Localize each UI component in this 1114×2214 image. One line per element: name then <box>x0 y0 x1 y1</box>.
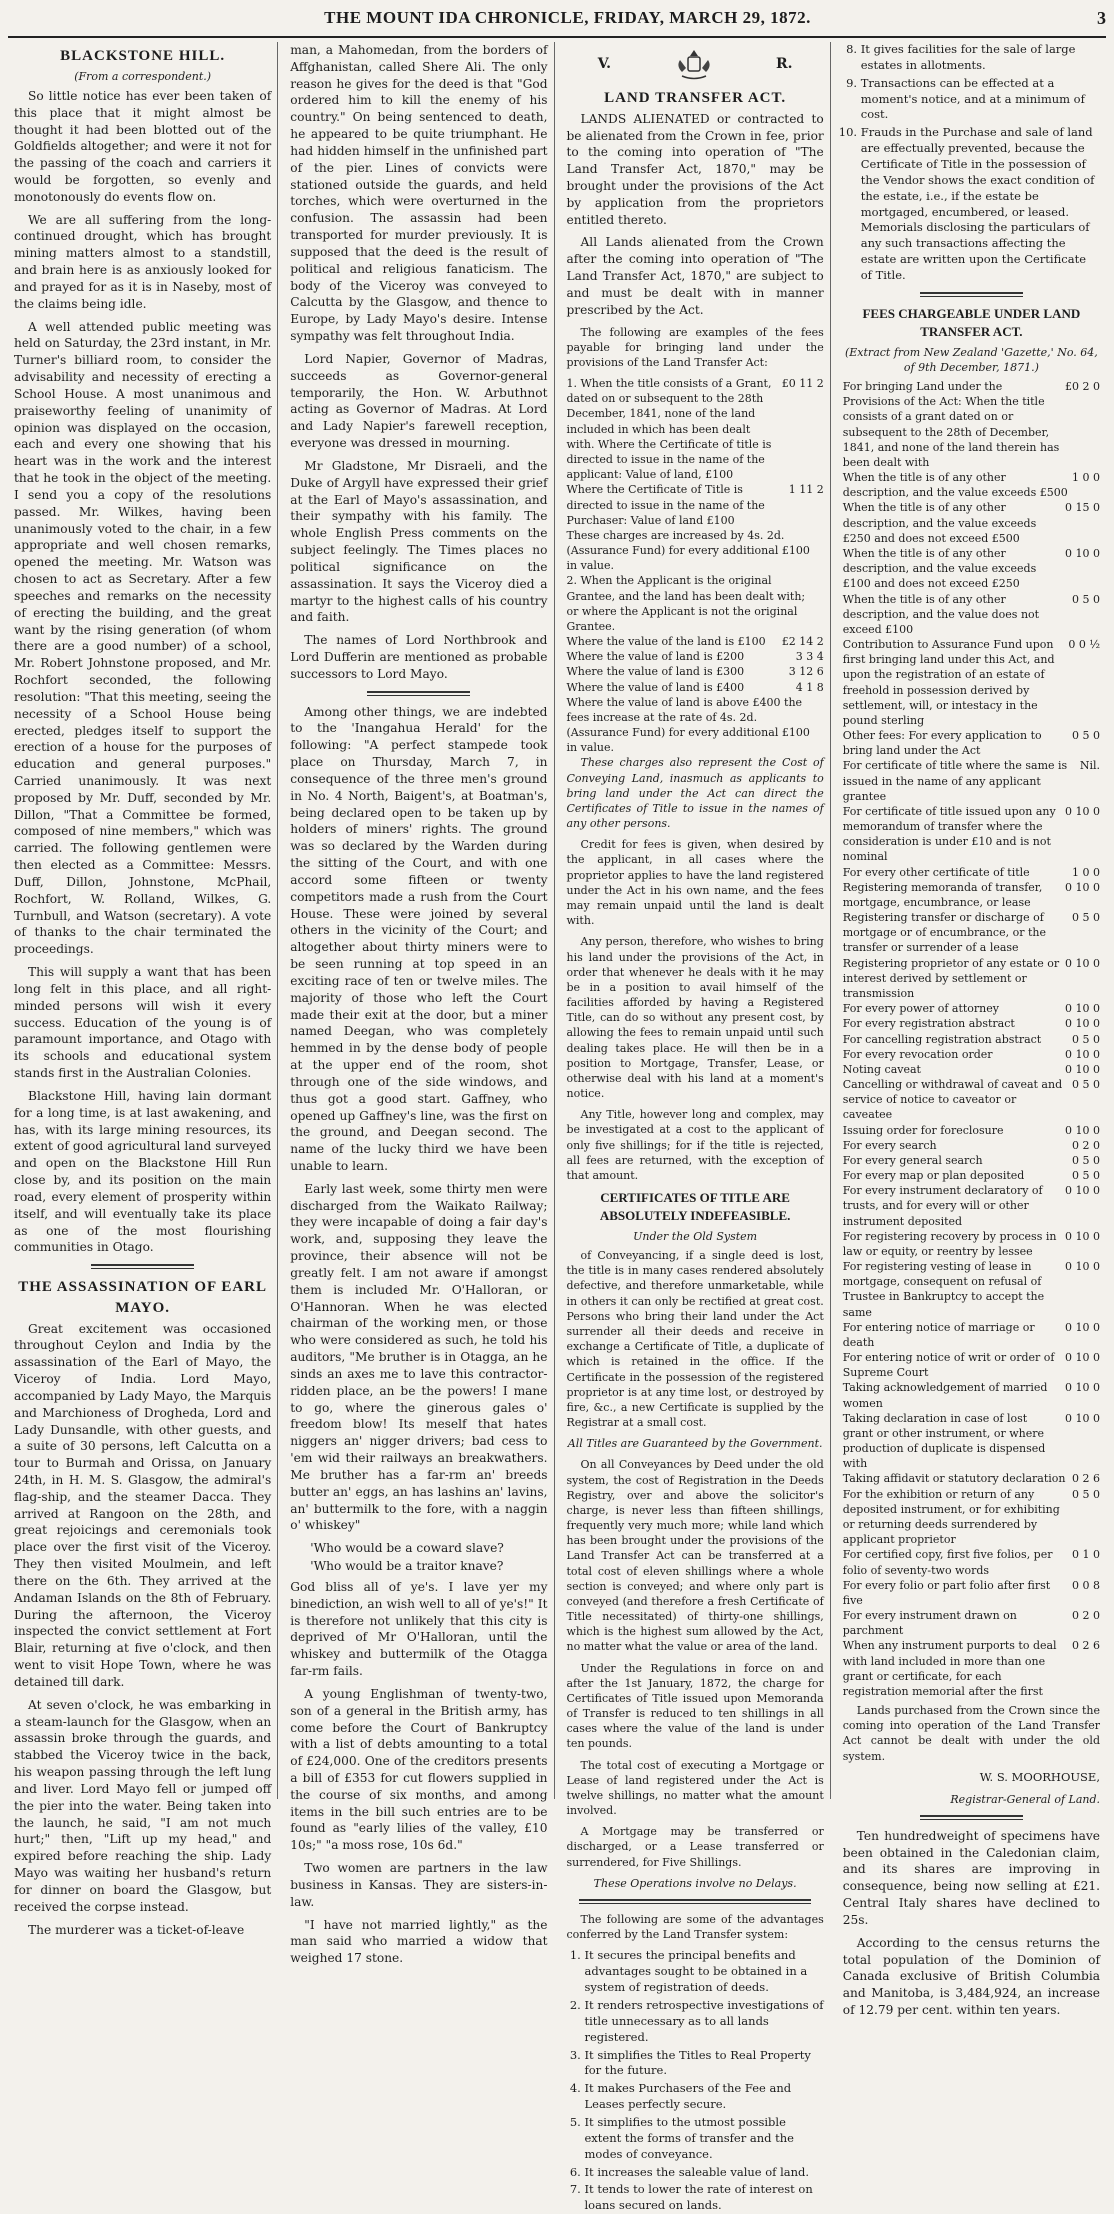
paragraph: The total cost of executing a Mortgage or Lease of land registered under the Act is twelve shillings, no matter what the amount involved. <box>566 1758 824 1818</box>
fee-row: For entering notice of writ or order of Supreme Court 0 10 0 <box>842 1351 1100 1380</box>
paragraph: All Lands alienated from the Crown after the coming into operation of "The Land Transfer Act, 1870," are subject to and must be dealt with in manner prescribed by the Act. <box>566 235 824 317</box>
ad-title-land-transfer: LAND TRANSFER ACT. <box>604 90 787 106</box>
fee-row: For every folio or part folio after first five 0 0 8 <box>842 1578 1100 1607</box>
paragraph: A young Englishman of twenty-two, son of a general in the British army, has come before the Court of Bankruptcy with a list of debts amounting to a total of £24,000. One of the creditors presents a bill of £353 for cut flowers supplied in the course of six months, and among items in the bill such entries are to be found as "early lilies of the valley, £10 10s;" "a moss rose, 10s 6d." <box>290 1686 548 1853</box>
fee-row: Issuing order for foreclosure 0 10 0 <box>842 1123 1100 1137</box>
fee-row: For bringing Land under the Provisions of the Act: When the title consists of a grant dated on or subsequent to the 28th of December, 1841, and none of the land therein has been dealt with £0 2 0 <box>842 380 1100 469</box>
fee-row: For every instrument drawn on parchment 0 2 0 <box>842 1609 1100 1638</box>
fees-title: FEES CHARGEABLE UNDER LAND TRANSFER ACT. <box>862 305 1081 339</box>
paragraph: man, a Mahomedan, from the borders of Affghanistan, called Shere Ali. The only reason he gives for the deed is that "God ordered him to kill the enemy of his country." On being sentenced to death, he appeared to be quite triumphant. He had hidden himself in the unfinished part of the pier. Lines of convicts were stationed outside the guards, and held torches, which were overturned in the confusion. The assassin had been transported for murder previously. It is supposed that the deed is the result of political and religious fanaticism. The body of the Viceroy was conveyed to Calcutta by the Glasgow, and thence to Europe, by Lady Mayo's desire. Intense sympathy was felt throughout India. <box>290 43 548 344</box>
paragraph: Among other things, we are indebted to the 'Inangahua Herald' for the following: "A perfect stampede took place on Thursday, March 7, in consequence of the three men's ground in No. 4 North, Baigent's, at Boatman's, being declared open to be taken up by holders of miners' rights. The ground was so declared by the Warden during the sitting of the Court, and with one accord some fifteen or twenty competitors made a rush from the Court House. These were joined by several others in the vicinity of the Court; and altogether about thirty miners were to be seen running at top speed in an exciting race of ten or twelve miles. The majority of those who left the Court made their exit at the door, but a miner named Deegan, who was completely hemmed in by the dense body of people at the upper end of the room, shot through one of the side windows, and thus got a good start. Gaffney, who opened up Gaffney's line, was the first on the ground, and Deegan second. The name of the lucky third we have been unable to learn. <box>290 704 548 1173</box>
fee-row: For every search 0 2 0 <box>842 1138 1100 1152</box>
fee-row: These charges are increased by 4s. 2d. (Assurance Fund) for every additional £100 in value. <box>566 528 810 573</box>
royal-arms <box>567 48 824 82</box>
fee-row: Registering proprietor of any estate or interest derived by settlement or transmission 0 10 0 <box>842 956 1100 1000</box>
paragraph: Any person, therefore, who wishes to bring his land under the provisions of the Act, in order that whenever he deals with it he may be in a position to avail himself of the facilities afforded by having a Registered Title, can do so without any present cost, by allowing the fees to remain unpaid until such dealing takes place. He will then be in a position to Mortgage, Transfer, Lease, or otherwise deal with his land at a moment's notice. <box>566 935 824 1101</box>
fee-row: 1. When the title consists of a Grant, dated on or subsequent to the 28th December, 1841, none of the land included in which has been dealt with. Where the Certificate of title is directed to issue in the name of the applicant: Value of land, £100 £0 11 2 <box>566 377 824 482</box>
fee-row: Registering memoranda of transfer, mortgage, encumbrance, or lease 0 10 0 <box>842 880 1100 909</box>
subtitle-old-system: Under the Old System <box>633 1229 758 1243</box>
fee-row: For every registration abstract 0 10 0 <box>842 1017 1100 1031</box>
paragraph: We are all suffering from the long-continued drought, which has brought mining matters almost to a standstill, and brain here is as anxiously looked for and prayed for as it is in Naseby, most of the claims being idle. <box>14 212 272 311</box>
list-item: 2. It renders retrospective investigations of title unnecessary as to all lands registered. <box>585 1998 824 2046</box>
fee-row: For the exhibition or return of any deposited instrument, or for exhibiting or returning deeds surrendered by applicant proprietor 0 5 0 <box>842 1487 1100 1547</box>
paragraph: Credit for fees is given, when desired by the applicant, in all cases where the proprietor applies to have the land registered under the Act in his own name, and the fees may remain unpaid until the land is dealt with. <box>566 838 824 928</box>
divider <box>91 1264 194 1269</box>
list-item: 4. It makes Purchasers of the Fee and Leases perfectly secure. <box>585 2081 824 2113</box>
paragraph: The following are some of the advantages conferred by the Land Transfer system: <box>566 1913 824 1942</box>
article-byline: (From a correspondent.) <box>74 69 212 83</box>
article-title-mayo: THE ASSASSINATION OF EARL MAYO. <box>18 1279 268 1316</box>
paragraph: The names of Lord Northbrook and Lord Dufferin are mentioned as probable successors to Lord Mayo. <box>290 633 548 681</box>
list-item: 9. Transactions can be effected at a moment's notice, and at a minimum of cost. <box>861 76 1100 124</box>
fee-row: For every revocation order 0 10 0 <box>842 1047 1100 1061</box>
fee-row: For every power of attorney 0 10 0 <box>842 1002 1100 1016</box>
subtitle-indefeasible: CERTIFICATES OF TITLE ARE ABSOLUTELY INDEFEASIBLE. <box>599 1190 791 1224</box>
fee-row: Taking declaration in case of lost grant or other instrument, or where production of duplicate is dispensed with 0 10 0 <box>842 1411 1100 1471</box>
fee-row: Taking acknowledgement of married women 0 10 0 <box>842 1381 1100 1410</box>
column-3 <box>561 42 831 2213</box>
page-number: 3 <box>1096 7 1106 28</box>
fee-row: Other fees: For every application to bring land under the Act 0 5 0 <box>842 729 1100 758</box>
fees-byline: (Extract from New Zealand 'Gazette,' No. 64, of 9th December, 1871.) <box>844 345 1098 374</box>
divider <box>920 292 1023 297</box>
page-header <box>8 0 1106 38</box>
fee-row: When the title is of any other description, and the value exceeds £100 and does not exceed £250 0 10 0 <box>842 547 1100 591</box>
fee-row: For entering notice of marriage or death 0 10 0 <box>842 1320 1100 1349</box>
paragraph: Ten hundredweight of specimens have been obtained in the Caledonian claim, and its shares are improving in consequence, being now selling at £21. Central Italy shares have declined to 25s. <box>842 1828 1100 1927</box>
fee-row: Cancelling or withdrawal of caveat and service of notice to caveator or caveatee 0 5 0 <box>842 1078 1100 1122</box>
paragraph: Two women are partners in the law business in Kansas. They are sisters-in-law. <box>290 1861 548 1909</box>
royal-letter-left: V. <box>597 56 612 73</box>
fee-row: For every other certificate of title 1 0 0 <box>842 865 1100 879</box>
paragraph: Any Title, however long and complex, may be investigated at a cost to the applicant of only five shillings; for if the title is rejected, all fees are returned, with the exception of that amount. <box>566 1108 824 1182</box>
paragraph: LANDS ALIENATED or contracted to be alienated from the Crown in fee, prior to the coming into operation of "The Land Transfer Act, 1870," may be brought under the provisions of the Act by application from the proprietors entitled thereto. <box>566 111 824 227</box>
fee-row: Where the value of land is £200 3 3 4 <box>566 650 824 664</box>
paragraph: So little notice has ever been taken of this place that it might almost be thought it had been blotted out of the Goldfields altogether; and were it not for the passing of the coach and carriers it would be forgotten, so evenly and monotonously do events flow on. <box>14 88 272 204</box>
list-item: 1. It secures the principal benefits and advantages sought to be obtained in a system of registration of deeds. <box>585 1948 824 1996</box>
fee-row: For certified copy, first five folios, per folio of seventy-two words 0 1 0 <box>842 1548 1100 1577</box>
fee-row: For registering recovery by process in law or equity, or reentry by lessee 0 10 0 <box>842 1229 1100 1258</box>
paragraph: These charges also represent the Cost of Conveying Land, inasmuch as applicants to bring land under the Act can direct the Certificates of Title to issue in the names of any other persons. <box>566 756 824 831</box>
fee-row: Where the value of land is above £400 the fees increase at the rate of 4s. 2d. (Assurance Fund) for every additional £100 in value. <box>566 695 810 755</box>
paragraph: Early last week, some thirty men were discharged from the Waikato Railway; they were incapable of doing a fair day's work, and, supposing they leave the province, their absence will not be greatly felt. I am not aware if amongst them is included Mr. O'Halloran, or O'Hannoran. When he was elected chairman of the working men, or those who were considered as such, he told his auditors, "Me bruther is in Otagga, an he sinds an axes me to lave this contractor-ridden place, an be the powers! I mane to go, where the ginerous gales o' freedom blow! Its meself that hates niggers an' nigger drivers; bad cess to 'em wid their railways an breakwathers. Me bruther has a far-rm an' breeds butter an' eggs, an has lashins an' lavins, an' buttermilk to the fore, with a naggin o' whiskey" <box>290 1181 548 1533</box>
fee-row: 2. When the Applicant is the original Grantee, and the land has been dealt with; or where the Applicant is not the original Grantee. <box>566 574 806 633</box>
fee-row: When the title is of any other description, and the value does not exceed £100 0 5 0 <box>842 592 1100 636</box>
fees-intro: The following are examples of the fees payable for bringing land under the provisions of the Land Transfer Act: <box>566 325 824 369</box>
column-4 <box>837 42 1106 2018</box>
verse-line: 'Who would be a coward slave? <box>310 1541 504 1556</box>
fee-row: When the title is of any other description, and the value exceeds £500 1 0 0 <box>842 471 1100 500</box>
paragraph: Blackstone Hill, having lain dormant for a long time, is at last awakening, and has, with its large mining resources, its extent of good agricultural land surveyed and open on the Blackstone Hill Run close by, and its position on the main road, every element of prosperity within itself, and will eventually take its place as one of the most flourishing communities in Otago. <box>14 1088 272 1255</box>
fee-row: For cancelling registration abstract 0 5 0 <box>842 1032 1100 1046</box>
paragraph: At seven o'clock, he was embarking in a steam-launch for the Glasgow, when an assassin broke through the guards, and stabbed the Viceroy twice in the back, his weapon passing through the left lung and liver. Lord Mayo fell or jumped off the pier into the water. Being taken into the launch, he said, "I am not much hurt;" then, "Lift up my head," and expired before reaching the ship. Lady Mayo was waiting her husband's return for dinner on board the Glasgow, but received the corpse instead. <box>14 1697 272 1914</box>
fee-row: When any instrument purports to deal with land included in more than one grant or certificate, for each registration memorial after the first 0 2 6 <box>842 1639 1100 1698</box>
fee-row: Where the Certificate of Title is directed to issue in the name of the Purchaser: Value of land £100 1 11 2 <box>566 483 824 527</box>
fee-row: When the title is of any other description, and the value exceeds £250 and does not exceed £500 0 15 0 <box>842 501 1100 545</box>
royal-letter-right: R. <box>775 56 793 73</box>
fee-row: Where the value of land is £300 3 12 6 <box>566 665 824 679</box>
list-item: 5. It simplifies to the utmost possible extent the forms of transfer and the modes of conveyance. <box>585 2115 824 2163</box>
paragraph: God bliss all of ye's. I lave yer my binediction, an wish well to all of ye's!" It is therefore not unlikely that this city is deprived of Mr O'Halloran, until the whiskey and buttermilk of the Otagga far-rm fails. <box>290 1579 548 1679</box>
verse-line: 'Who would be a traitor knave? <box>310 1559 504 1574</box>
article-title-blackstone: BLACKSTONE HILL. <box>60 48 226 64</box>
fee-row: For registering vesting of lease in mortgage, consequent on refusal of Trustee in Bankruptcy to accept the same 0 10 0 <box>842 1260 1100 1319</box>
fee-row: Taking affidavit or statutory declaration 0 2 6 <box>842 1472 1100 1486</box>
list-item: 6. It increases the saleable value of land. <box>585 2165 824 2181</box>
masthead: THE MOUNT IDA CHRONICLE, FRIDAY, MARCH 29, 1872. <box>324 8 811 27</box>
paragraph: This will supply a want that has been long felt in this place, and all right-minded persons will wish it every success. Education of the young is of paramount importance, and Otago with its schools and educational system stands first in the Australian Colonies. <box>14 965 272 1081</box>
fee-row: For certificate of title where the same is issued in the name of any applicant grantee Nil. <box>842 759 1100 803</box>
divider <box>579 1899 811 1904</box>
divider <box>367 691 470 696</box>
list-item: 10. Frauds in the Purchase and sale of land are effectually prevented, because the Certificate of Title in the possession of the Vendor shows the exact condition of the estate, i.e., if the estate be mortgaged, encumbered, or leased. Memorials disclosing the particulars of any such transactions affecting the estate are written upon the Certificate of Title. <box>861 125 1100 284</box>
signature-title: Registrar-General of Land. <box>950 1792 1100 1806</box>
crest-icon <box>674 48 714 82</box>
paragraph: Lord Napier, Governor of Madras, succeeds as Governor-general temporarily, the Hon. W. Arbuthnot acting as Governor of Madras. At Lord and Lady Napier's farewell reception, everyone was dressed in mourning. <box>290 351 548 451</box>
fee-row: Where the value of the land is £100 £2 14 2 <box>566 635 824 649</box>
fee-row: For every map or plan deposited 0 5 0 <box>842 1169 1100 1183</box>
fee-row: For certificate of title issued upon any memorandum of transfer where the consideration is under £10 and is not nominal 0 10 0 <box>842 804 1100 864</box>
fee-row: Noting caveat 0 10 0 <box>842 1062 1100 1076</box>
paragraph: A Mortgage may be transferred or discharged, or a Lease transferred or surrendered, for Five Shillings. <box>566 1825 824 1869</box>
advantages-list <box>567 1948 824 2214</box>
paragraph: These Operations involve no Delays. <box>593 1876 797 1890</box>
paragraph: All Titles are Guaranteed by the Government. <box>567 1437 823 1451</box>
columns <box>8 42 1106 2213</box>
fee-row: Registering transfer or discharge of mortgage or of encumbrance, or the transfer or surrender of a lease 0 5 0 <box>842 911 1100 955</box>
paragraph: According to the census returns the total population of the Dominion of Canada exclusive of British Columbia and Manitoba, is 3,484,924, an increase of 12.79 per cent. within ten years. <box>842 1935 1100 2018</box>
column-1 <box>8 42 278 1937</box>
advantages-list-cont <box>843 42 1100 284</box>
paragraph: Mr Gladstone, Mr Disraeli, and the Duke of Argyll have expressed their grief at the Earl of Mayo's assassination, and their sympathy with his family. The whole English Press comments on the subject feelingly. The Times places no political significance on the assassination. It says the Viceroy died a martyr to the highest calls of his country and faith. <box>290 458 548 625</box>
paragraph: Under the Regulations in force on and after the 1st January, 1872, the charge for Certificates of Title issued upon Memoranda of Transfer is reduced to ten shillings in all cases where the value of the land is under ten pounds. <box>566 1661 824 1751</box>
paragraph: On all Conveyances by Deed under the old system, the cost of Registration in the Deeds Registry, over and above the solicitor's charge, is never less than fifteen shillings, frequently very much more; while land which has been brought under the provisions of the Land Transfer Act can be transferred at a total cost of eleven shillings where a whole section is conveyed; and where only part is conveyed (and therefore a fresh Certificate of Title necessitated) of thirty-one shillings, which is the highest sum allowed by the Act, no matter what the value or area of the land. <box>566 1458 824 1654</box>
paragraph: "I have not married lightly," as the man said who married a widow that weighed 17 stone. <box>290 1917 548 1966</box>
column-2 <box>284 42 554 1966</box>
fee-row: Contribution to Assurance Fund upon first bringing land under this Act, and upon the registration of an estate of freehold in possession derived by settlement, will, or intestacy in the pound sterling 0 0 ½ <box>842 638 1100 727</box>
fee-row: For every general search 0 5 0 <box>842 1153 1100 1167</box>
paragraph: of Conveyancing, if a single deed is lost, the title is in many cases rendered absolutely defective, and therefore unmarketable, while in others it can only be rectified at great cost. Persons who bring their land under the Act surrender all their deeds and receive in exchange a Certificate of Title, a duplicate of which is retained in the office. If the Certificate in the possession of the registered proprietor is at any time lost, or destroyed by fire, &c., a new Certificate is supplied by the Registrar at a small cost. <box>566 1249 824 1430</box>
list-item: 7. It tends to lower the rate of interest on loans secured on lands. <box>585 2182 824 2214</box>
divider <box>920 1815 1023 1820</box>
signature: W. S. MOORHOUSE, <box>979 1769 1100 1784</box>
paragraph: A well attended public meeting was held on Saturday, the 23rd instant, in Mr. Turner's billiard room, to consider the advisability and necessity of erecting a School House. A most unanimous and praiseworthy feeling of unanimity of opinion was displayed on the occasion, each and every one showing that his heart was in the work and the interest that he took in the object of the meeting. I send you a copy of the resolutions passed. Mr. Wilkes, having been unanimously voted to the chair, in a few appropriate and well chosen remarks, opened the meeting. Mr. Watson was chosen to act as Secretary. After a few speeches and remarks on the necessity of erecting the building, and the great want by the rising generation (of whom there are a good number) of a school, Mr. Robert Johnstone proposed, and Mr. Rochfort seconded, the following resolution: "That this meeting, seeing the necessity of a School House being erected, pledges itself to support the erection of a house for the purposes of education and general purposes." Carried unanimously. It was next proposed by Mr. Duff, seconded by Mr. Dillon, "That a Committee be formed, composed of nine members," which was carried. The following gentlemen were then elected as a Committee: Messrs. Duff, Dillon, Johnstone, McPhail, Rochfort, W. Rolland, Wilkes, G. Turnbull, and Watson (secretary). A vote of thanks to the chair terminated the proceedings. <box>14 319 272 957</box>
paragraph: Great excitement was occasioned throughout Ceylon and India by the assassination of the Earl of Mayo, the Viceroy of India. Lord Mayo, accompanied by Lady Mayo, the Marquis and Marchioness of Drogheda, Lord and Lady Dunsandle, with other guests, and a suite of 30 persons, left Calcutta on a tour to Burmah and Orissa, on January 24th, in H. M. S. Glasgow, the admiral's flag-ship, and the steamer Dacca. They arrived at Rangoon on the 28th, and great rejoicings and ceremonials took place over the first visit of the Viceroy. They then visited Moulmein, and left there on the 6th. They arrived at the Andaman Islands on the 8th of February. During the afternoon, the Viceroy inspected the convict settlement at Fort Blair, returning at five o'clock, and then went to visit Hope Town, where he was detained till dark. <box>14 1321 272 1689</box>
fee-row: For every instrument declaratory of trusts, and for every will or other instrument deposited 0 10 0 <box>842 1184 1100 1228</box>
paragraph: The murderer was a ticket-of-leave <box>28 1922 245 1937</box>
list-item: 8. It gives facilities for the sale of large estates in allotments. <box>861 42 1100 74</box>
note: Lands purchased from the Crown since the coming into operation of the Land Transfer Act cannot be dealt with under the old system. <box>842 1704 1100 1763</box>
list-item: 3. It simplifies the Titles to Real Property for the future. <box>585 2048 824 2080</box>
fee-row: Where the value of land is £400 4 1 8 <box>566 680 824 694</box>
fees-table <box>843 379 1100 1699</box>
